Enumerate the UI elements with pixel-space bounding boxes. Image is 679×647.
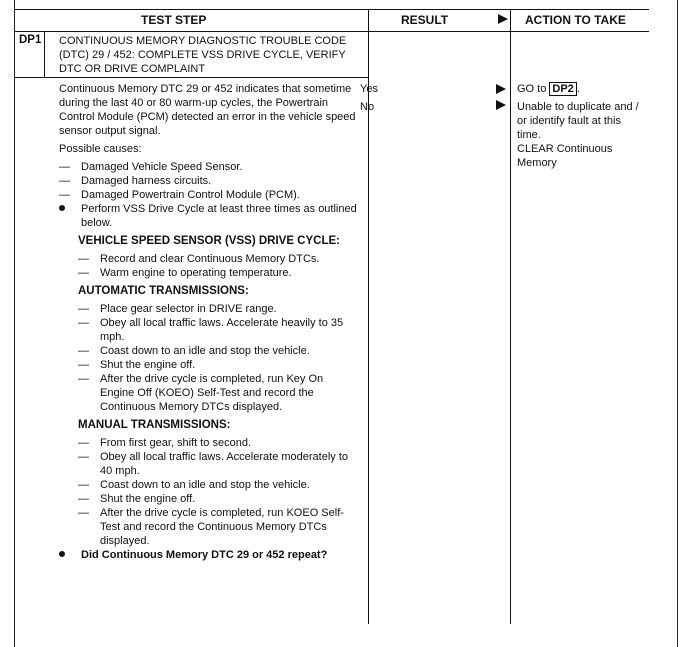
- list-item: — Damaged Vehicle Speed Sensor.: [59, 161, 243, 173]
- list-item: — After the drive cycle is completed, run Key On Engine Off (KOEO) Self-Test and record the Continuous Memory DTCs displayed.: [78, 373, 324, 413]
- list-item: — Damaged Powertrain Control Module (PCM).: [59, 189, 300, 201]
- list-item: — From first gear, shift to second.: [78, 437, 252, 449]
- step-title-row: [14, 31, 368, 78]
- table-header: [14, 9, 649, 32]
- dp2-link[interactable]: DP2: [549, 82, 576, 96]
- step-id: DP1: [19, 34, 42, 46]
- list-item: — Place gear selector in DRIVE range.: [78, 303, 277, 315]
- list-item: — Shut the engine off.: [78, 359, 196, 371]
- list-item: — Coast down to an idle and stop the vehicle.: [78, 479, 310, 491]
- result-no: No: [360, 101, 375, 113]
- header-action: ACTION TO TAKE: [525, 13, 626, 27]
- step-intro: Continuous Memory DTC 29 or 452 indicates that sometime during the last 40 or 80 warm-up cycles, the Powertrain Control Module (PCM) detected an error in the vehicle speed sensor output signal.: [59, 83, 356, 137]
- list-item: — Obey all local traffic laws. Accelerate heavily to 35 mph.: [78, 317, 344, 343]
- result-yes: Yes: [360, 83, 378, 95]
- header-arrow-icon: [498, 14, 508, 24]
- perform-bullet-item: Perform VSS Drive Cycle at least three times as outlined below.: [59, 202, 359, 230]
- arrow-icon: [496, 84, 506, 94]
- list-item: — After the drive cycle is completed, run KOEO Self-Test and record the Continuous Memory DTCs displayed.: [78, 507, 344, 547]
- list-item: — Coast down to an idle and stop the vehicle.: [78, 345, 310, 357]
- possible-causes-label: Possible causes:: [59, 143, 142, 155]
- action-yes: GO to DP2 .: [517, 83, 580, 95]
- header-test-step: TEST STEP: [141, 13, 207, 27]
- bullet-icon: [59, 205, 65, 211]
- list-item: — Warm engine to operating temperature.: [78, 267, 292, 279]
- list-item: — Obey all local traffic laws. Accelerate moderately to 40 mph.: [78, 451, 349, 477]
- list-item: — Shut the engine off.: [78, 493, 196, 505]
- question-bullet-item: Did Continuous Memory DTC 29 or 452 repeat?: [59, 548, 359, 562]
- list-item: — Damaged harness circuits.: [59, 175, 212, 187]
- bullet-icon: [59, 551, 65, 557]
- manual-heading: MANUAL TRANSMISSIONS:: [78, 419, 231, 431]
- causes-list: [59, 160, 359, 202]
- action-no: Unable to duplicate and / or identify fault at this time. CLEAR Continuous Memory: [517, 101, 639, 169]
- step-body: [59, 82, 359, 562]
- list-item: — Record and clear Continuous Memory DTCs.: [78, 253, 320, 265]
- arrow-icon: [496, 100, 506, 110]
- header-result: RESULT: [401, 13, 449, 27]
- column-divider-2: [510, 9, 511, 624]
- auto-heading: AUTOMATIC TRANSMISSIONS:: [78, 285, 249, 297]
- vss-heading: VEHICLE SPEED SENSOR (VSS) DRIVE CYCLE:: [78, 235, 340, 247]
- step-title: CONTINUOUS MEMORY DIAGNOSTIC TROUBLE CODE (DTC) 29 / 452: COMPLETE VSS DRIVE CYCLE, VERIFY DTC OR DRIVE COMPLAINT: [59, 35, 347, 75]
